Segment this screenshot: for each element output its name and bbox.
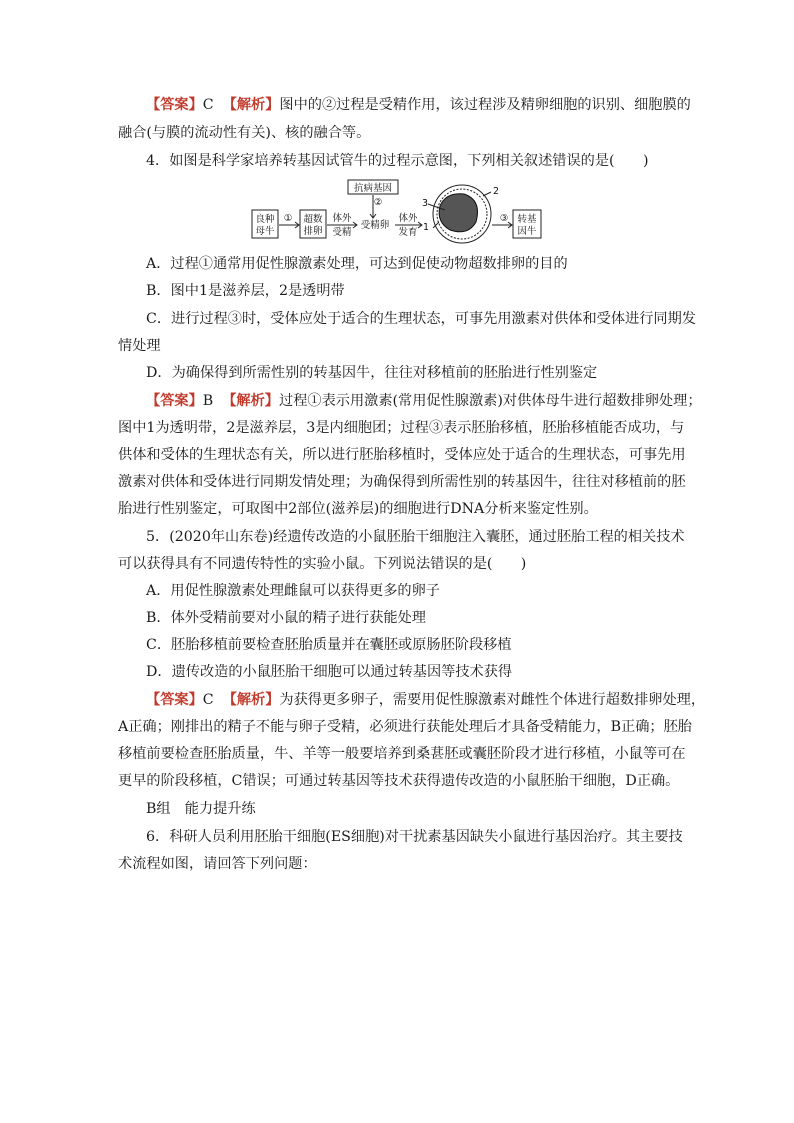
transgenic-cattle-diagram (250, 178, 550, 244)
q5-option-c: C．胚胎移植前要检查胚胎质量并在囊胚或原肠胚阶段移植 (146, 637, 512, 653)
box1-line2: 母牛 (255, 226, 275, 237)
analysis-text: 为获得更多卵子，需要用促性腺激素对雌性个体进行超数排卵处理， (279, 692, 706, 708)
answer-value: C (202, 97, 214, 113)
fertilized-egg: 受精卵 (360, 220, 390, 231)
q5-option-b: B．体外受精前要对小鼠的精子进行获能处理 (146, 610, 426, 626)
q5-stem: 5．(2020年山东卷)经遗传改造的小鼠胚胎干细胞注入囊胚，通过胚胎工程的相关技术 (146, 529, 685, 545)
analysis-text: 图中的②过程是受精作用，该过程涉及精卵细胞的识别、细胞膜的 (279, 97, 691, 113)
q6-stem-cont: 术流程如图，请回答下列问题： (118, 856, 317, 872)
box2-line1: 超数 (303, 214, 323, 225)
q4-option-c-cont: 情处理 (118, 338, 161, 354)
q5-analysis-4: 更早的阶段移植，C错误；可通过转基因等技术获得遗传改造的小鼠胚胎干细胞，D正确。 (118, 773, 680, 789)
fertilization-label: 受精 (332, 227, 352, 238)
q4-analysis-3: 供体和受体的生理状态有关，所以进行胚胎移植时，受体应处于适合的生理状态，可事先用 (118, 447, 686, 463)
dev-label-2: 发育 (398, 227, 418, 238)
q4-answer-line (146, 390, 706, 412)
box2-line2: 排卵 (303, 226, 323, 237)
in-vitro-label: 体外 (332, 213, 352, 224)
inner-cell-mass (439, 194, 477, 232)
q4-option-b: B．图中1是滋养层，2是透明带 (146, 283, 345, 299)
analysis-text: 过程①表示用激素(常用促性腺激素)对供体母牛进行超数排卵处理； (279, 393, 702, 409)
q5-stem-cont: 可以获得具有不同遗传特性的实验小鼠。下列说法错误的是( ) (118, 556, 527, 572)
q3-answer-line (146, 94, 706, 116)
step1-label: ① (283, 213, 293, 224)
q5-analysis-3: 移植前要检查胚胎质量，牛、羊等一般要培养到桑葚胚或囊胚阶段才进行移植，小鼠等可在 (118, 746, 686, 762)
section-b-heading: B组 能力提升练 (146, 801, 256, 817)
box3-line1: 转基 (517, 214, 537, 225)
q4-option-c: C．进行过程③时，受体应处于适合的生理状态，可事先用激素对供体和受体进行同期发 (146, 311, 696, 327)
q5-answer-line (146, 689, 706, 711)
q5-option-d: D．遗传改造的小鼠胚胎干细胞可以通过转基因等技术获得 (146, 664, 513, 680)
answer-tag: 【答案】 (146, 692, 203, 708)
q5-analysis-2: A正确；刚排出的精子不能与卵子受精，必须进行获能处理后才具备受精能力，B正确；胚胎 (118, 719, 692, 735)
step3-label: ③ (499, 213, 509, 224)
q4-analysis-4: 激素对供体和受体进行同期发情处理；为确保得到所需性别的转基因牛，往往对移植前的胚 (118, 474, 686, 490)
answer-value: B (202, 393, 214, 409)
label-3: 3 (422, 198, 429, 209)
q5-option-a: A．用促性腺激素处理雌鼠可以获得更多的卵子 (146, 583, 440, 599)
label-1: 1 (422, 222, 430, 233)
analysis-tag: 【解析】 (222, 393, 279, 409)
answer-tag: 【答案】 (146, 97, 203, 113)
q4-analysis-2: 图中1为透明带，2是滋养层，3是内细胞团；过程③表示胚胎移植，胚胎移植能否成功，与 (118, 420, 685, 436)
step2-label: ② (373, 197, 383, 208)
label-2: 2 (493, 186, 500, 197)
answer-value: C (202, 692, 214, 708)
q4-option-d: D．为确保得到所需性别的转基因牛，往往对移植前的胚胎进行性别鉴定 (146, 365, 598, 381)
analysis-tag: 【解析】 (222, 97, 280, 113)
q4-analysis-5: 胎进行性别鉴定，可取图中2部位(滋养层)的细胞进行DNA分析来鉴定性别。 (118, 501, 598, 517)
q3-analysis-line: 融合(与膜的流动性有关)、核的融合等。 (118, 125, 371, 141)
box3-line2: 因牛 (517, 226, 537, 237)
dev-label-1: 体外 (398, 213, 418, 224)
q6-stem: 6．科研人员利用胚胎干细胞(ES细胞)对干扰素基因缺失小鼠进行基因治疗。其主要技 (146, 829, 683, 845)
box1-line1: 良种 (255, 214, 275, 225)
gene-box-label: 抗病基因 (353, 183, 393, 194)
analysis-tag: 【解析】 (222, 692, 280, 708)
answer-tag: 【答案】 (146, 393, 203, 409)
q4-stem: 4．如图是科学家培养转基因试管牛的过程示意图，下列相关叙述错误的是( ) (146, 153, 649, 169)
pointer-2 (483, 192, 491, 196)
q4-option-a: A．过程①通常用促性腺激素处理，可达到促使动物超数排卵的目的 (146, 256, 568, 272)
